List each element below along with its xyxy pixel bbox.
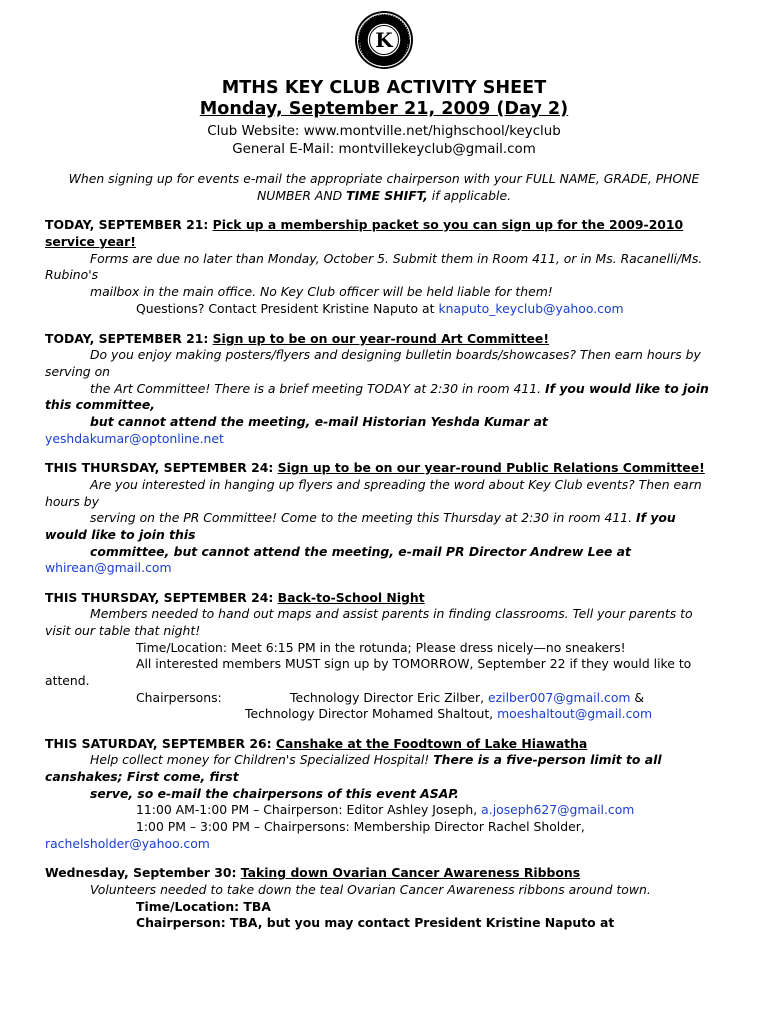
canshake-line-1: Help collect money for Children's Specialized Hospital! There is a five-person limit to all (90, 752, 662, 767)
email-link[interactable]: yeshdakumar@optonline.net (45, 431, 224, 446)
pr-line-1: Are you interested in hanging up flyers and spreading the word about Key Club events? Then earn (90, 477, 702, 492)
membership-line-3: mailbox in the main office. No Key Club officer will be held liable for them! (90, 284, 553, 299)
section-canshake-heading: THIS SATURDAY, SEPTEMBER 26: Canshake at the Foodtown of Lake Hiawatha (45, 736, 588, 751)
section-back-to-school-heading: THIS THURSDAY, SEPTEMBER 24: Back-to-School Night (45, 590, 425, 605)
intro-line-2: NUMBER AND TIME SHIFT, if applicable. (256, 188, 512, 203)
bts-chair-label: Chairpersons: (136, 690, 222, 705)
section-art-heading: TODAY, SEPTEMBER 21: Sign up to be on our year-round Art Committee! (45, 331, 549, 346)
ribbons-line-1: Volunteers needed to take down the teal Ovarian Cancer Awareness ribbons around town. (90, 882, 651, 897)
section-membership-heading-cont: service year! (45, 234, 136, 249)
canshake-line-3: serve, so e-mail the chairpersons of this event ASAP. (90, 786, 459, 801)
art-line-2: serving on (45, 364, 111, 379)
membership-line-1: Forms are due no later than Monday, October 5. Submit them in Room 411, or in Ms. Racanelli/Ms. (90, 251, 703, 266)
bts-chair-2: Technology Director Mohamed Shaltout, moeshaltout@gmail.com (245, 706, 653, 721)
pr-line-4: would like to join this (45, 527, 196, 542)
email-link[interactable]: moeshaltout@gmail.com (497, 706, 653, 721)
email-link[interactable]: a.joseph627@gmail.com (481, 802, 635, 817)
sheet-date: Monday, September 21, 2009 (Day 2) (199, 99, 569, 119)
ribbons-time-location: Time/Location: TBA (136, 899, 271, 914)
bts-line-1: Members needed to hand out maps and assist parents in finding classrooms. Tell your parents to (90, 606, 693, 621)
email-link[interactable]: ezilber007@gmail.com (488, 690, 631, 705)
email-link[interactable]: rachelsholder@yahoo.com (45, 836, 210, 851)
section-ribbons-heading: Wednesday, September 30: Taking down Ovarian Cancer Awareness Ribbons (45, 865, 581, 880)
bts-signup-note-cont: attend. (45, 673, 90, 688)
art-line-1: Do you enjoy making posters/flyers and designing bulletin boards/showcases? Then earn hours by (90, 347, 701, 362)
art-line-3: the Art Committee! There is a brief meeting TODAY at 2:30 in room 411. If you would like to join (90, 381, 709, 396)
membership-contact: Questions? Contact President Kristine Naputo at knaputo_keyclub@yahoo.com (136, 301, 624, 316)
pr-line-2: hours by (45, 494, 99, 509)
canshake-shift-2: 1:00 PM – 3:00 PM – Chairpersons: Membership Director Rachel Sholder, (136, 819, 585, 834)
bts-time-location: Time/Location: Meet 6:15 PM in the rotunda; Please dress nicely—no sneakers! (136, 640, 626, 655)
key-club-international-seal-icon (354, 10, 414, 70)
art-line-5: but cannot attend the meeting, e-mail Historian Yeshda Kumar at (90, 414, 548, 429)
pr-line-3: serving on the PR Committee! Come to the meeting this Thursday at 2:30 in room 411. If you (90, 510, 676, 525)
art-line-4: this committee, (45, 397, 155, 412)
svg-text:K: K (375, 28, 393, 52)
bts-line-2: visit our table that night! (45, 623, 201, 638)
membership-line-2: Rubino's (45, 267, 99, 282)
section-membership-heading: TODAY, SEPTEMBER 21: Pick up a membership packet so you can sign up for the 2009-2010 (45, 217, 684, 232)
email-link[interactable]: knaputo_keyclub@yahoo.com (438, 301, 624, 316)
email-link[interactable]: whirean@gmail.com (45, 560, 172, 575)
ribbons-chairperson: Chairperson: TBA, but you may contact President Kristine Naputo at (136, 915, 615, 930)
general-email: General E-Mail: montvillekeyclub@gmail.com (232, 142, 536, 157)
bts-signup-note: All interested members MUST sign up by TOMORROW, September 22 if they would like to (136, 656, 692, 671)
bts-chair-1: Technology Director Eric Zilber, ezilber007@gmail.com & (290, 690, 645, 705)
pr-line-5: committee, but cannot attend the meeting, e-mail PR Director Andrew Lee at (90, 544, 631, 559)
section-pr-heading: THIS THURSDAY, SEPTEMBER 24: Sign up to be on our year-round Public Relations Committee! (45, 460, 705, 475)
intro-line-1: When signing up for events e-mail the appropriate chairperson with your FULL NAME, GRADE, PHONE (68, 171, 700, 186)
canshake-line-2: canshakes; First come, first (45, 769, 239, 784)
canshake-shift-1: 11:00 AM-1:00 PM – Chairperson: Editor Ashley Joseph, a.joseph627@gmail.com (136, 802, 635, 817)
sheet-title: MTHS KEY CLUB ACTIVITY SHEET (221, 78, 547, 98)
club-website: Club Website: www.montville.net/highschool/keyclub (207, 124, 561, 139)
